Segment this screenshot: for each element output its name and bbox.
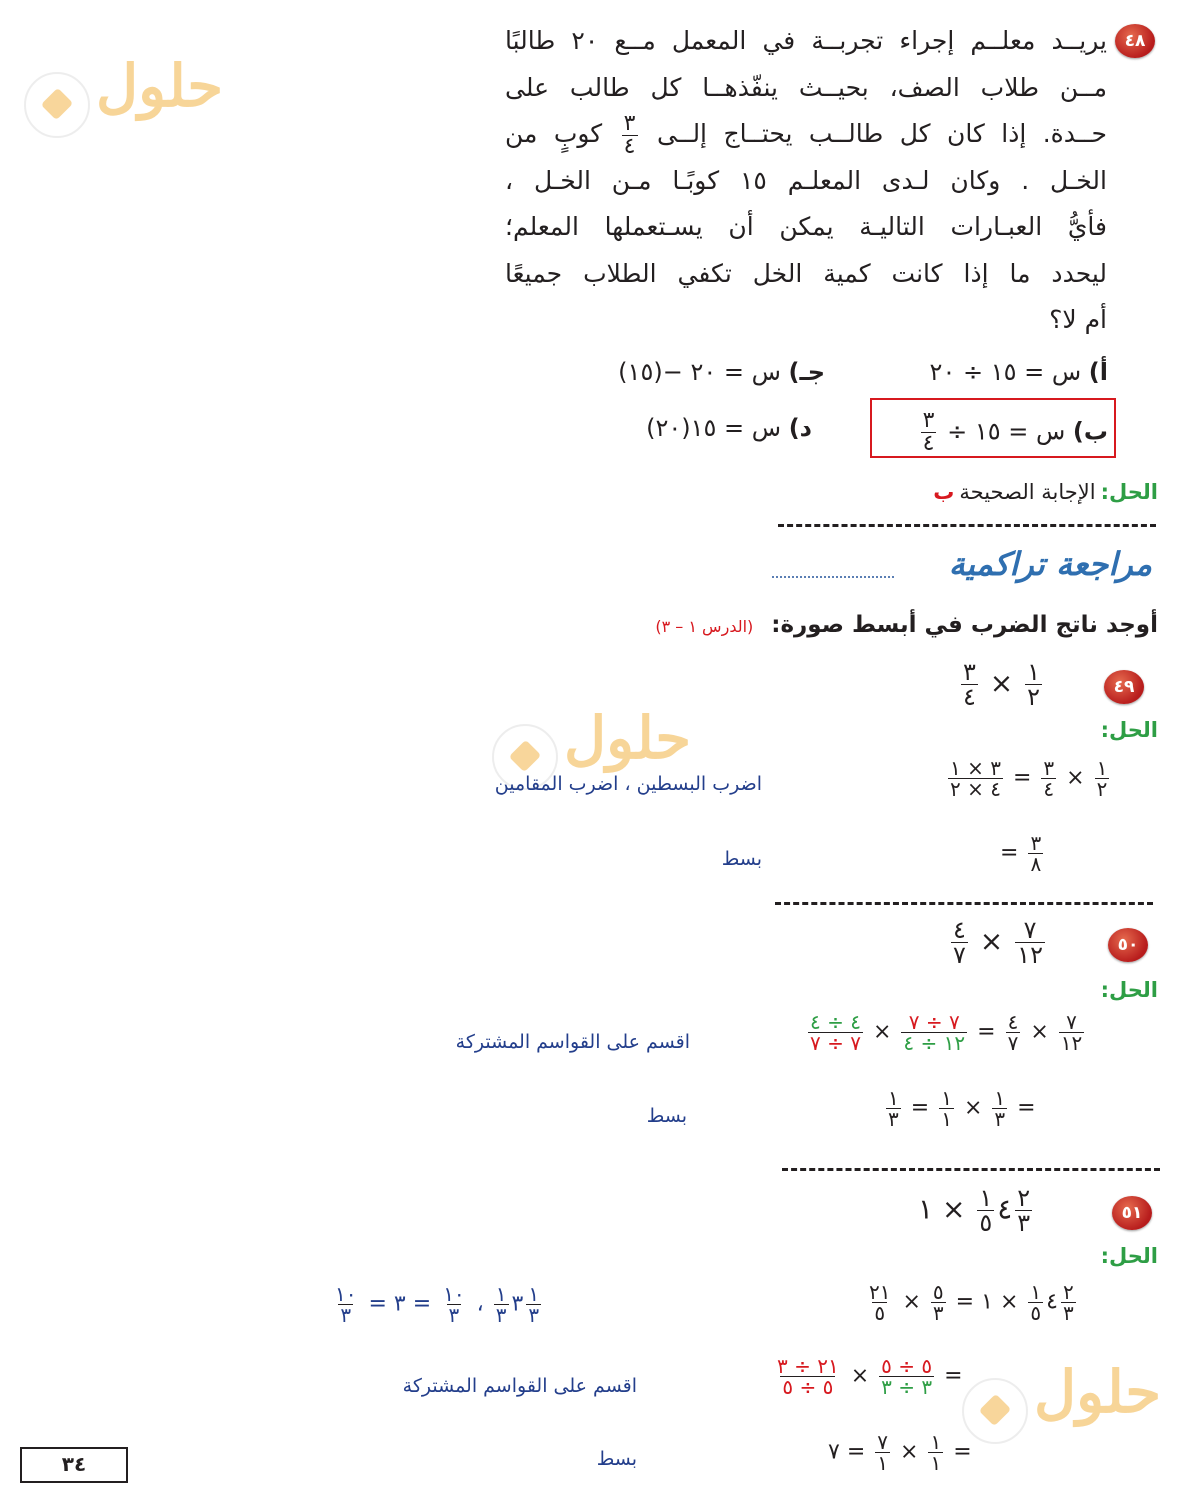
option-label: ب)	[1072, 417, 1108, 446]
page-number: ٣٤	[20, 1447, 128, 1483]
question-line: يريــد معلــم إجراء تجربــة في المعمل مــع ٢٠ طالبًا	[505, 26, 1107, 55]
option-fraction: $\frac{٣}{٤}$	[922, 408, 935, 456]
question-line: حــدة. إذا كان كل طالــب يحتــاج إلــى $\frac{٣}{٤}$ كوبٍ من	[505, 110, 1108, 159]
problem-49-step-2: = $\frac{٣}{٨}$	[1000, 831, 1042, 876]
option-d	[646, 414, 812, 442]
step-note: بسط	[596, 1448, 637, 1470]
question-number-badge: ٥٠	[1108, 928, 1148, 962]
option-label: د)	[788, 414, 812, 442]
question-text	[505, 18, 1107, 344]
watermark-text: حلول	[96, 52, 224, 120]
question-line: مــن طلاب الصف، بحيــث ينفّذهــا كل طالب على	[505, 72, 1107, 102]
section-instruction: أوجد ناتج الضرب في أبسط صورة:(الدرس ١ – ٣)	[655, 612, 1158, 638]
option-a	[930, 358, 1108, 386]
watermark-logo	[962, 1358, 1172, 1456]
watermark-book-icon	[24, 72, 90, 138]
watermark-book-icon	[962, 1378, 1028, 1444]
question-number-badge: ٥١	[1112, 1196, 1152, 1230]
option-expression: س = ١٥(٢٠)	[646, 414, 782, 442]
option-label: أ)	[1088, 358, 1108, 386]
question-number-badge: ٤٨	[1115, 24, 1155, 58]
cup-fraction: $\frac{٣}{٤}$	[623, 110, 636, 159]
option-expression: س = ٢٠ −(١٥)	[618, 358, 781, 386]
step-note: اضرب البسطين ، اضرب المقامين	[494, 773, 762, 795]
problem-51-step-2: $\frac{٢١ \div ٣}{٥ \div ٥}$ × $\frac{٥ \div ٥}{٣ \div ٣}$ =	[777, 1354, 963, 1399]
watermark-logo	[24, 52, 234, 150]
problem-51-step-1: $\frac{٢١}{٥}$ × $\frac{٥}{٣}$ = ٤ $\frac{١}{٥}$ × ١ $\frac{٢}{٣}$	[869, 1280, 1074, 1325]
solution-text: الإجابة الصحيحة	[959, 480, 1096, 504]
solution-label: الحل:	[1100, 718, 1158, 742]
problem-51-expression: ٤ $\frac{١}{٥}$ × ١ $\frac{٢}{٣}$	[918, 1184, 1031, 1237]
option-label: جـ)	[788, 358, 825, 386]
question-number-badge: ٤٩	[1104, 670, 1144, 704]
problem-51-step-3: ٧ = $\frac{٧}{١}$ × $\frac{١}{١}$ =	[828, 1430, 972, 1475]
solution-label: الحل:	[1100, 1244, 1158, 1268]
step-note: اقسم على القواسم المشتركة	[402, 1375, 637, 1397]
option-expression: س = ١٥ ÷	[947, 417, 1066, 446]
solution-48	[933, 480, 1158, 504]
question-line: الخـل . وكان لـدى المعلـم ١٥ كوبًـا مـن الخـل ،	[505, 165, 1107, 195]
correct-answer-highlight	[870, 398, 1116, 458]
divider	[778, 524, 1156, 527]
divider	[782, 1168, 1160, 1171]
question-line: فأيُّ العبـارات التاليـة يمكن أن يسـتعملها المعلم؛	[505, 212, 1107, 241]
question-line: أم لا؟	[1049, 305, 1107, 334]
solution-label: الحل:	[1100, 978, 1158, 1002]
step-note: بسط	[646, 1105, 687, 1127]
problem-49-expression: $\frac{٣}{٤}$ × $\frac{١}{٢}$	[963, 658, 1041, 711]
watermark-text: حلول	[1034, 1358, 1162, 1426]
option-expression: س = ١٥ ÷ ٢٠	[929, 358, 1082, 386]
problem-50-expression: $\frac{٤}{٧}$ × $\frac{٧}{١٢}$	[953, 916, 1043, 969]
step-note: بسط	[721, 848, 762, 870]
title-dotted-rule	[772, 576, 894, 578]
solution-answer: ب	[933, 480, 955, 504]
step-note: اقسم على القواسم المشتركة	[455, 1031, 690, 1053]
option-c	[618, 358, 825, 386]
question-48	[505, 18, 1155, 344]
divider	[775, 902, 1153, 905]
mixed-number-conversions: $\frac{١٠}{٣}$ = ٣ $\frac{١}{٣}$ ، $\frac{١٠}{٣}$ = ٣ $\frac{١}{٣}$	[335, 1282, 540, 1327]
problem-50-step-1: $\frac{٤ \div ٤}{٧ \div ٧}$ × $\frac{٧ \div ٧}{١٢ \div ٤}$ = $\frac{٤}{٧}$ × $\frac{٧}{١٢}$	[810, 1010, 1083, 1055]
problem-49-step-1: $\frac{٣ \times ١}{٤ \times ٢}$ = $\frac{٣}{٤}$ × $\frac{١}{٢}$	[950, 756, 1108, 801]
solution-label: الحل:	[1100, 480, 1158, 504]
problem-50-step-2: $\frac{١}{٣}$ = $\frac{١}{١}$ × $\frac{١}{٣}$ =	[888, 1086, 1036, 1131]
lesson-reference: (الدرس ١ – ٣)	[655, 617, 754, 636]
question-line: ليحدد ما إذا كانت كمية الخل تكفي الطلاب جميعًا	[505, 258, 1107, 288]
section-title: مراجعة تراكمية	[948, 545, 1152, 583]
watermark-text: حلول	[564, 704, 692, 772]
